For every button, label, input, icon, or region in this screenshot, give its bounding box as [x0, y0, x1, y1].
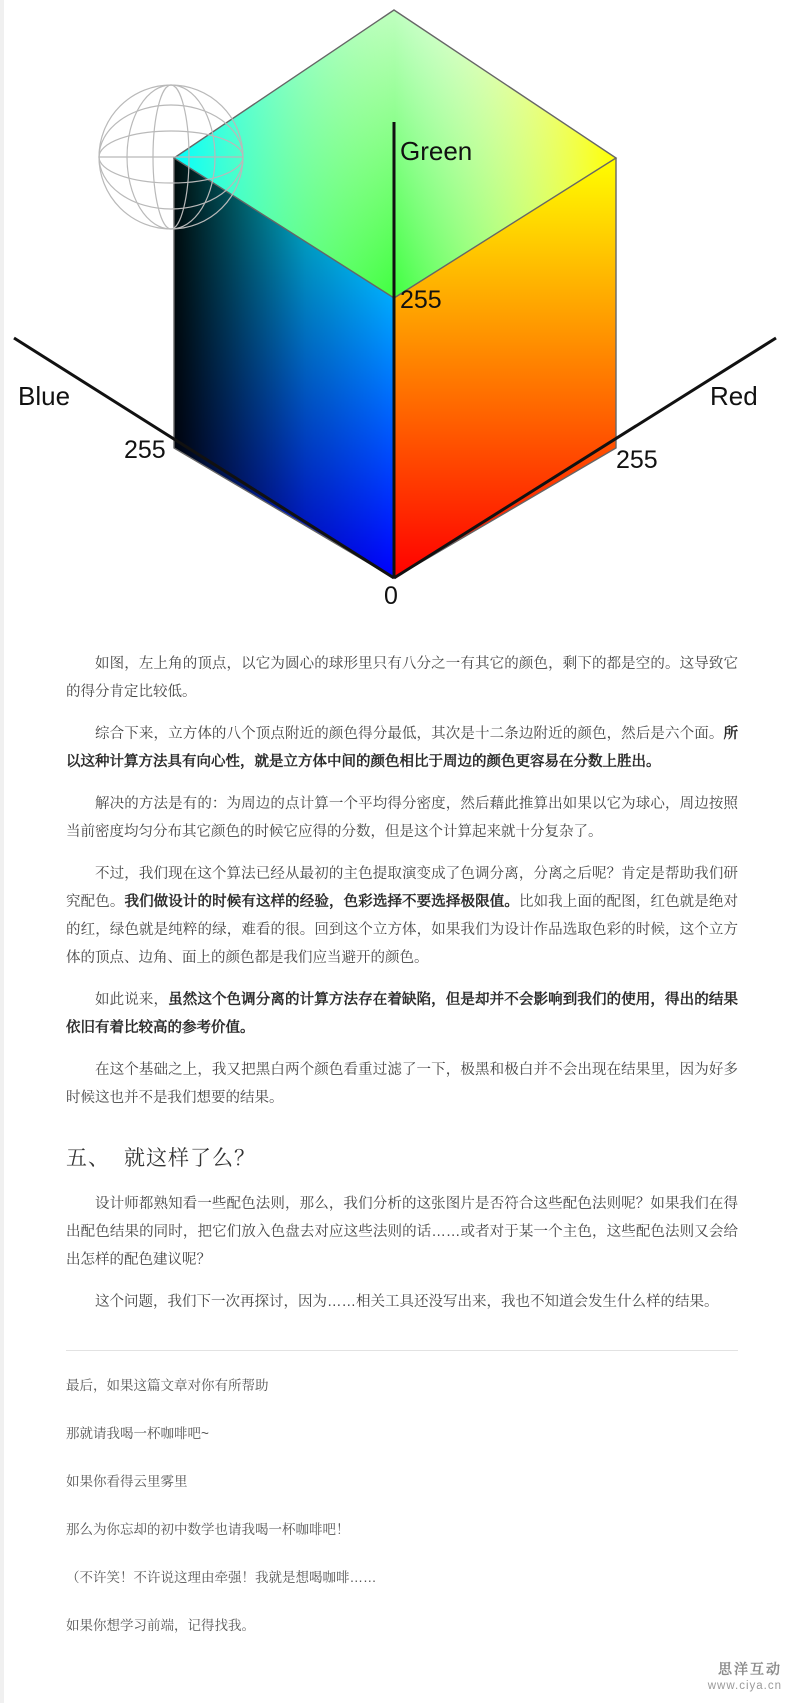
- watermark-brand: 思洋互动: [718, 1661, 782, 1678]
- text-run-bold: 虽然这个色调分离的计算方法存在着缺陷，但是却并不会影响到我们的使用，得出的结果依旧有着比较高的参考价值。: [66, 992, 739, 1036]
- rgb-color-cube-figure: [4, 0, 800, 640]
- site-watermark: [708, 1661, 782, 1693]
- axis-label-red: Red: [710, 381, 758, 411]
- text-run: 综合下来，立方体的八个顶点附近的颜色得分最低，其次是十二条边附近的颜色，然后是六个面。: [95, 726, 724, 742]
- text-run-bold: 我们做设计的时候有这样的经验，色彩选择不要选择极限值。: [124, 894, 519, 910]
- footer-divider: [66, 1350, 738, 1351]
- text-run: 如此说来，: [95, 992, 169, 1008]
- text-run: 在这个基础之上，我又把黑白两个颜色看重过滤了一下，极黑和极白并不会出现在结果里，因为好多时候这也并不是我们想要的结果。: [66, 1062, 738, 1106]
- text-run: 解决的方法是有的：为周边的点计算一个平均得分密度，然后藉此推算出如果以它为球心，周边按照当前密度均匀分布其它颜色的时候它应得的分数，但是这个计算起来就十分复杂了。: [66, 796, 738, 840]
- text-run-bold: 所以这种计算方法具有向心性，就是立方体中间的颜色相比于周边的颜色更容易在分数上胜出。: [66, 726, 738, 770]
- text-run: 不过，我们现在这个算法已经从最初的主色提取演变成了色调分离，分离之后呢？肯定是帮助我们研究配色。: [66, 866, 738, 910]
- axis-label-green: Green: [400, 136, 473, 166]
- footnote-line: 如果你想学习前端，记得找我。: [66, 1618, 255, 1633]
- watermark-url: www.ciya.cn: [707, 1679, 782, 1692]
- footnotes-block: [4, 1375, 800, 1703]
- section-title-text: 就这样了么？: [124, 1147, 256, 1170]
- footnote-line: 最后，如果这篇文章对你有所帮助: [66, 1378, 269, 1393]
- axis-value-red-max: 255: [616, 446, 658, 474]
- paragraph: [66, 986, 738, 1042]
- axis-value-blue-max: 255: [124, 436, 166, 464]
- article-body: [4, 640, 800, 1316]
- paragraph: [66, 1056, 738, 1112]
- axis-lines: [14, 122, 776, 578]
- paragraph: [66, 650, 738, 706]
- text-run: 这个问题，我们下一次再探讨，因为……相关工具还没写出来，我也不知道会发生什么样的结果。: [95, 1294, 719, 1310]
- footnote-line: 那就请我喝一杯咖啡吧~: [66, 1426, 209, 1441]
- section-number: 五、: [66, 1147, 110, 1170]
- text-run: 比如我上面的配图，红色就是绝对的红，绿色就是纯粹的绿，难看的很。回到这个立方体，如果我们为设计作品选取色彩的时候，这个立方体的顶点、边角、面上的颜色都是我们应当避开的颜色。: [66, 894, 739, 966]
- footnote-line: （不许笑！不许说这理由牵强！我就是想喝咖啡……: [66, 1570, 377, 1585]
- text-run: 设计师都熟知看一些配色法则，那么，我们分析的这张图片是否符合这些配色法则呢？如果我们在得出配色结果的同时，把它们放入色盘去对应这些法则的话……或者对于某一个主色，这些配色法则又会给出怎样的配色建议呢？: [66, 1196, 738, 1268]
- axis-label-blue: Blue: [18, 381, 71, 411]
- paragraph: [66, 860, 738, 972]
- axis-value-origin: 0: [384, 582, 398, 610]
- paragraph: [66, 1288, 738, 1316]
- section-heading: [66, 1142, 738, 1172]
- paragraph: [66, 720, 738, 776]
- footnote-line: 那么为你忘却的初中数学也请我喝一杯咖啡吧！: [66, 1522, 350, 1537]
- rgb-cube-svg: [4, 0, 800, 640]
- axis-value-green-max: 255: [400, 286, 442, 314]
- paragraph: [66, 790, 738, 846]
- paragraph: [66, 1190, 738, 1274]
- text-run: 如图，左上角的顶点，以它为圆心的球形里只有八分之一有其它的颜色，剩下的都是空的。这导致它的得分肯定比较低。: [66, 656, 738, 700]
- footnote-line: 如果你看得云里雾里: [66, 1474, 188, 1489]
